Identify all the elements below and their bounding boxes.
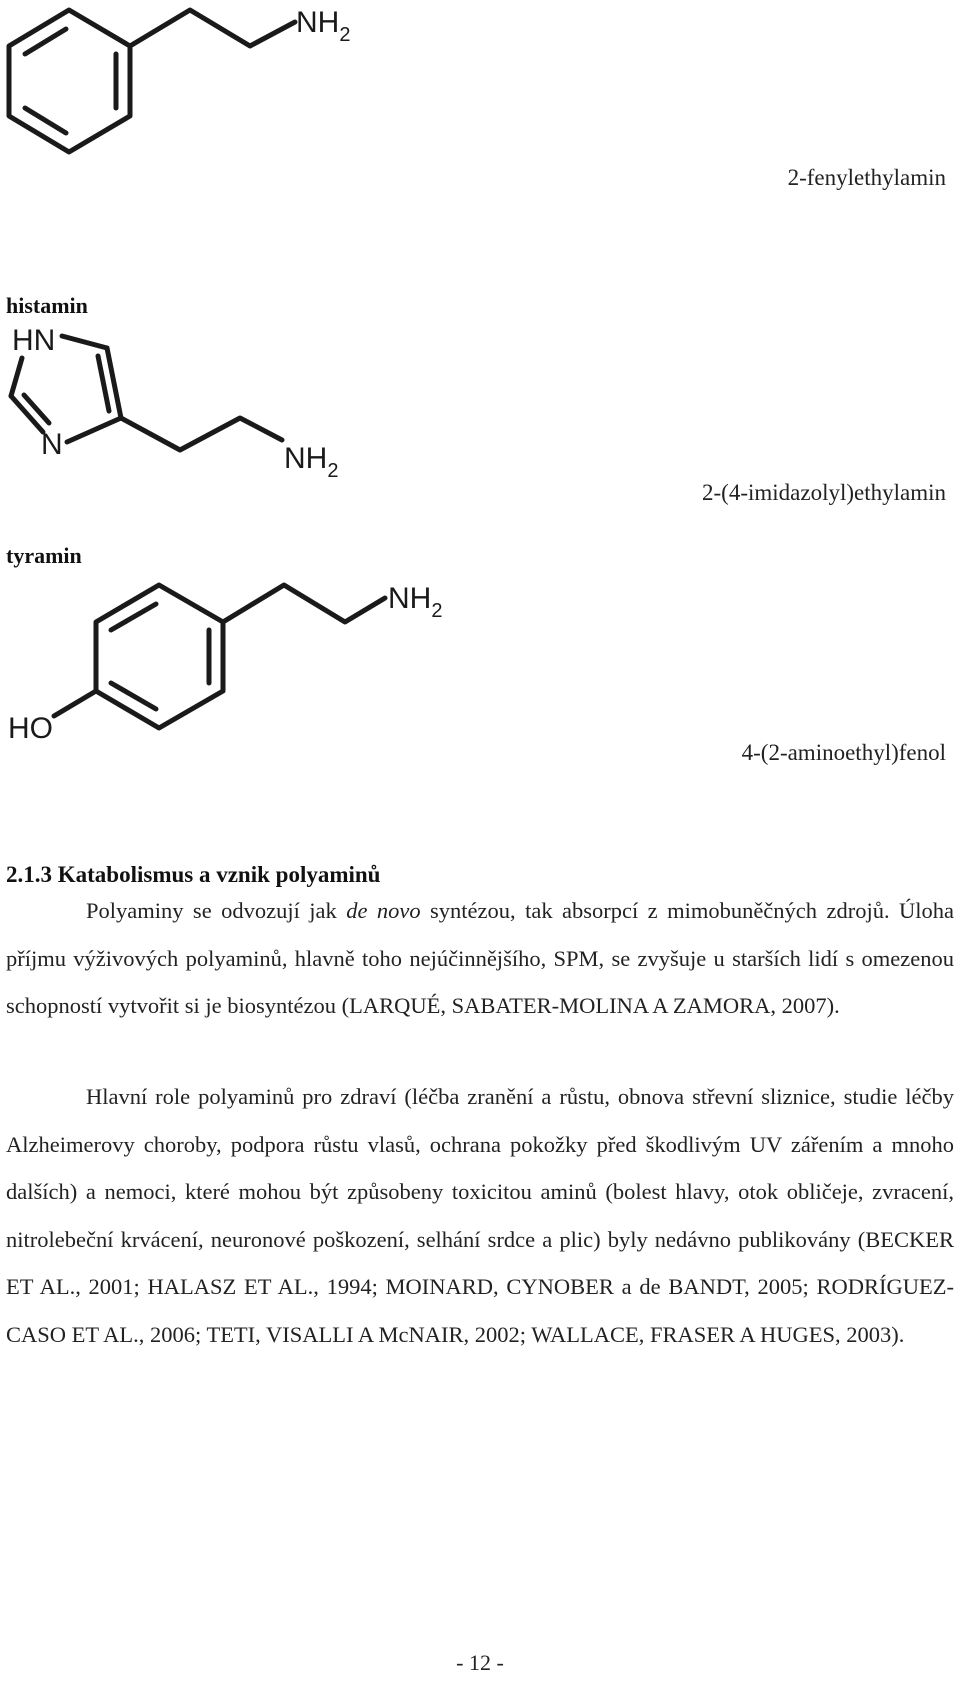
histamine-skeleton — [0, 318, 380, 488]
tyramine-iupac-name: 4-(2-aminoethyl)fenol — [741, 740, 946, 765]
tyramine-skeleton — [0, 570, 460, 750]
histamine-ring-nh-label: HN — [12, 324, 56, 357]
tyramine-structure — [0, 570, 460, 750]
tyramine-amine-label: $NH_2$ — [388, 582, 443, 622]
phenylethylamine-amine-label: $NH_2$ — [296, 6, 351, 46]
histamine-ring-n-label: N — [41, 428, 63, 461]
paragraph-1-rest: syntézou, tak absorpcí z mimobuněčných zdrojů. Úloha příjmu výživových polyaminů, hlavně toho nejúčinnějšího, SPM, se zvyšuje u starších lidí s omezenou schopností vytvořit si je biosyntézou (LARQUÉ, SABATER-MOLINA A ZAMORA, 2007). — [6, 898, 954, 1018]
histamine-iupac-name: 2-(4-imidazolyl)ethylamin — [702, 480, 946, 505]
paragraph-1-start: Polyaminy se odvozují jak — [86, 898, 347, 923]
tyramine-common-name: tyramin — [6, 543, 82, 568]
phenylethylamine-skeleton — [0, 0, 380, 160]
histamine-structure — [0, 318, 380, 488]
tyramine-hydroxyl-label: HO — [8, 712, 53, 745]
section-heading: 2.1.3 Katabolismus a vznik polyaminů — [6, 862, 381, 887]
paragraph-1-italic: de novo — [346, 898, 421, 923]
phenylethylamine-iupac-name: 2-fenylethylamin — [787, 165, 946, 190]
page-number: - 12 - — [456, 1650, 504, 1675]
histamine-common-name: histamin — [6, 293, 88, 318]
paragraph-2: Hlavní role polyaminů pro zdraví (léčba zranění a růstu, obnova střevní sliznice, studie léčby Alzheimerovy choroby, podpora růstu vlasů, ochrana pokožky před škodlivým UV zářením a mnoho dalších) a nemoci, které mohou být způsobeny toxicitou aminů (bolest hlavy, otok obličeje, zvracení, nitrolebeční krvácení, neuronové poškození, selhání srdce a plic) byly nedávno publikovány (BECKER ET AL., 2001; HALASZ ET AL., 1994; MOINARD, CYNOBER a de BANDT, 2005; RODRÍGUEZ-CASO ET AL., 2006; TETI, VISALLI A McNAIR, 2002; WALLACE, FRASER A HUGES, 2003). — [6, 1084, 954, 1347]
phenylethylamine-structure — [0, 0, 380, 160]
histamine-amine-label: $NH_2$ — [284, 442, 339, 482]
paragraph-1 — [6, 887, 954, 1030]
